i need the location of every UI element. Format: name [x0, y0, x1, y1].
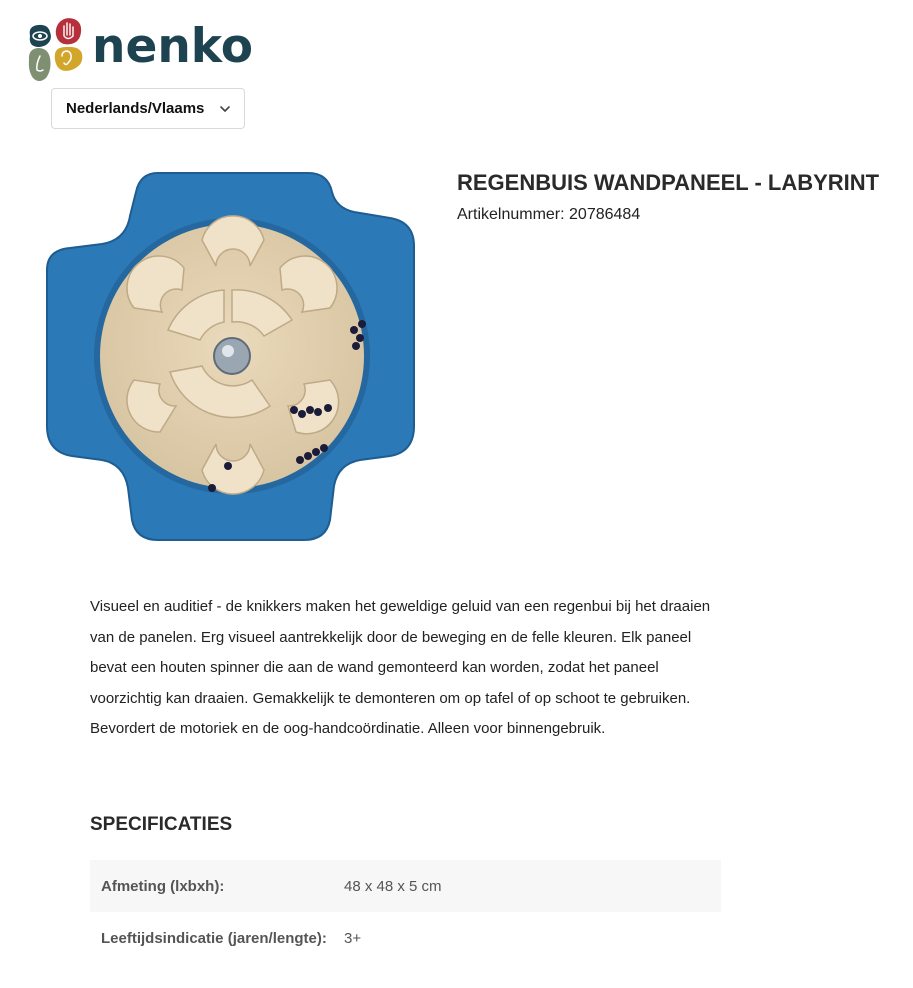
product-sku: Artikelnummer: 20786484	[457, 206, 641, 223]
specs-row	[90, 912, 721, 964]
language-select[interactable]	[51, 88, 245, 129]
product-image	[42, 170, 420, 548]
spec-value: 48 x 48 x 5 cm	[344, 877, 442, 895]
spec-label: Leeftijdsindicatie (jaren/lengte):	[101, 929, 327, 947]
logo-senses-icon	[26, 16, 86, 84]
specs-row	[90, 860, 721, 912]
chevron-down-icon	[218, 102, 232, 116]
specs-table	[90, 860, 721, 964]
brand-name: nenko	[92, 18, 254, 74]
spec-value: 3+	[344, 929, 362, 947]
specs-heading: SPECIFICATIES	[90, 814, 233, 835]
product-description: Visueel en auditief - de knikkers maken het geweldige geluid van een regenbui bij het draaien van de panelen. Erg visueel aantrekkelijk door de beweging en de felle kleuren. Elk paneel bevat een houten spinner die aan de wand gemonteerd kan worden, zodat het paneel voorzichtig kan draaien. Gemakkelijk te demonteren om op tafel of op schoot te gebruiken. Bevordert de motoriek en de oog-handcoördinatie. Alleen voor binnengebruik.	[90, 598, 711, 737]
spec-label: Afmeting (lxbxh):	[101, 877, 225, 895]
product-title: REGENBUIS WANDPANEEL - LABYRINT	[457, 170, 880, 195]
brand-logo[interactable]	[26, 16, 253, 84]
language-selected-value: Nederlands/Vlaams	[66, 100, 205, 117]
